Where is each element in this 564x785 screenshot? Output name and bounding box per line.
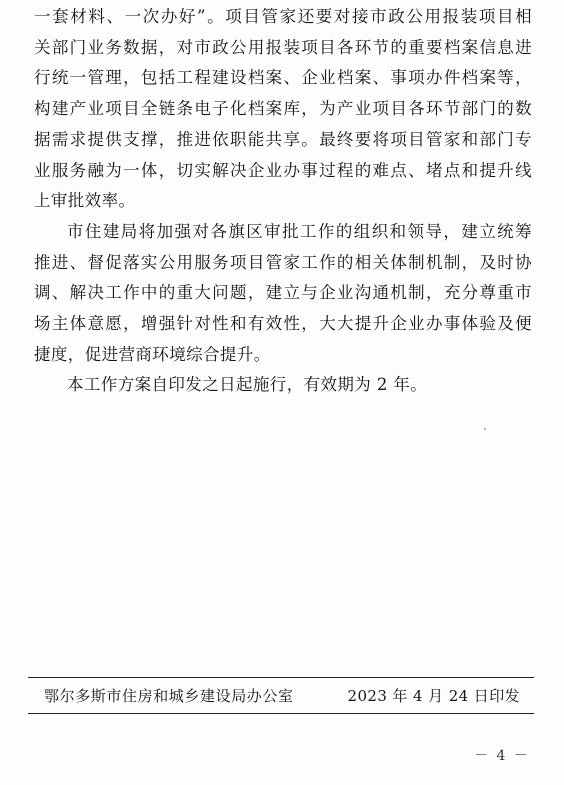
paragraph-3 [34, 370, 532, 401]
paragraph-2-line: 场主体意愿，增强针对性和有效性，大大提升企业办事体验及便 [34, 314, 532, 334]
paragraph-1-line: 关部门业务数据，对市政公用报装项目各环节的重要档案信息进 [34, 37, 532, 57]
scan-speck [484, 428, 486, 430]
issue-date: 2023 年 4 月 24 日印发 [347, 687, 520, 705]
issuing-footer [44, 684, 520, 708]
paragraph-1-line: 行统一管理，包括工程建设档案、企业档案、事项办件档案等， [34, 68, 532, 88]
paragraph-1-line: 上审批效率。 [34, 191, 136, 211]
paragraph-3-line: 本工作方案自印发之日起施行，有效期为 2 年。 [67, 375, 428, 395]
paragraph-1 [34, 2, 532, 217]
paragraph-1-line: 业服务融为一体，切实解决企业办事过程的难点、堵点和提升线 [34, 160, 532, 180]
paragraph-2-line: 捷度，促进营商环境综合提升。 [34, 344, 271, 364]
paragraph-2-line: 调、解决工作中的重大问题，建立与企业沟通机制，充分尊重市 [34, 283, 532, 303]
paragraph-1-line: 构建产业项目全链条电子化档案库，为产业项目各环节部门的数 [34, 99, 532, 119]
paragraph-2 [34, 217, 532, 371]
document-body [34, 2, 532, 401]
issuing-office: 鄂尔多斯市住房和城乡建设局办公室 [44, 687, 294, 705]
paragraph-2-line: 市住建局将加强对各旗区审批工作的组织和领导，建立统筹 [67, 221, 532, 241]
page-number: － 4 － [474, 748, 530, 764]
paragraph-1-line: 据需求提供支撑，推进依职能共享。最终要将项目管家和部门专 [34, 129, 532, 149]
footer-top-rule [28, 677, 534, 678]
footer-bottom-rule [28, 713, 534, 714]
paragraph-2-line: 推进、督促落实公用服务项目管家工作的相关体制机制，及时协 [34, 252, 532, 272]
paragraph-1-line: 一套材料、一次办好”。项目管家还要对接市政公用报装项目相 [34, 7, 532, 26]
